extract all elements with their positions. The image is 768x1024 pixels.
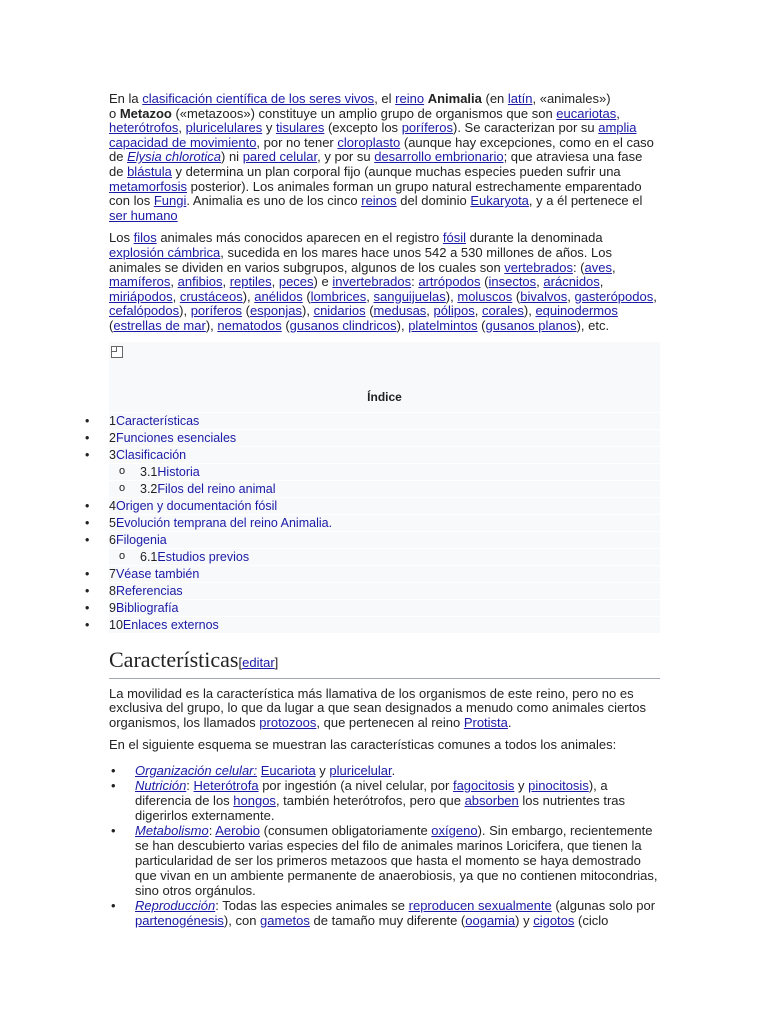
link-fungi[interactable]: Fungi — [153, 193, 187, 209]
toc-item-link[interactable]: Referencias — [115, 583, 183, 598]
toc-item-link[interactable]: Filogenia — [115, 532, 167, 547]
link-gusanos-planos[interactable]: gusanos planos — [485, 317, 577, 333]
toc-item-link[interactable]: Funciones esenciales — [115, 430, 237, 445]
link-nutricion[interactable]: Nutrición — [135, 777, 187, 793]
link-hongos[interactable]: hongos — [233, 792, 276, 808]
toc-toggle-checkbox-icon[interactable] — [111, 346, 123, 358]
link-pinocitosis[interactable]: pinocitosis — [528, 777, 589, 793]
link-poriferos[interactable]: poríferos — [401, 120, 453, 136]
link-oogamia[interactable]: oogamia — [465, 912, 516, 928]
link-heterotrofa[interactable]: Heterótrofa — [193, 777, 259, 793]
link-miriapodos[interactable]: miriápodos — [109, 288, 173, 304]
link-eucariotas[interactable]: eucariotas — [556, 105, 617, 121]
link-eucariota[interactable]: Eucariota — [260, 762, 316, 778]
link-crustaceos[interactable]: crustáceos — [179, 288, 243, 304]
list-item-nutricion: • Nutrición: Heterótrofa por ingestión (a nivel celular, por fagocitosis y pinocitosis), a diferencia de los hongos, también heterótrofos, pero que absorben los nutrientes tras digerirlos externamente. — [135, 778, 660, 823]
link-protista[interactable]: Protista — [463, 714, 508, 730]
link-filos[interactable]: filos — [133, 230, 157, 246]
toc-item-link[interactable]: Filos del reino animal — [157, 481, 276, 496]
link-reino[interactable]: reino — [395, 91, 425, 106]
link-polipos[interactable]: pólipos — [433, 303, 475, 319]
link-amplia-capacidad[interactable]: amplia capacidad de movimiento — [109, 120, 637, 150]
toc-item-number: 8 — [109, 583, 116, 598]
link-poriferos-2[interactable]: poríferos — [190, 303, 242, 319]
link-estrellas-de-mar[interactable]: estrellas de mar — [113, 317, 206, 333]
toc-item-number: 7 — [109, 566, 116, 581]
link-organizacion-celular[interactable]: Organización celular: — [135, 762, 258, 778]
link-oxigeno[interactable]: oxígeno — [431, 822, 478, 838]
link-explosion-cambrica[interactable]: explosión cámbrica — [109, 244, 221, 260]
toc-item[interactable] — [109, 497, 660, 514]
toc-header — [109, 342, 660, 390]
list-item-metabolismo: • Metabolismo: Aerobio (consumen obligatoriamente oxígeno). Sin embargo, recientemente se han descubierto varias especies del filo de animales marinos Loricifera, que tienen la particularidad de ser los primeros metazoos que hasta el momento se haya demostrado que vivan en un ambiente permanente de anaerobiosis, ya que no contienen mitocondrias, sino otros orgánulos. — [135, 823, 660, 898]
link-elysia-chlorotica[interactable]: Elysia chlorotica — [127, 149, 222, 165]
list-item-reproduccion: • Reproducción: Todas las especies animales se reproducen sexualmente (algunas solo por partenogénesis), con gametos de tamaño muy diferente (oogamia) y cigotos (ciclo — [135, 898, 660, 928]
toc-item[interactable] — [109, 531, 660, 548]
link-anelidos[interactable]: anélidos — [254, 288, 303, 304]
link-cefalopodos[interactable]: cefalópodos — [109, 303, 180, 319]
phyla-paragraph: Los filos animales más conocidos aparecen en el registro fósil durante la denominada explosión cámbrica, sucedida en los mares hace unos 542 a 530 millones de años. Los animales se dividen en varios subgrupos, algunos de los cuales son vertebrados: (aves, mamíferos, anfibios, reptiles, peces) e invertebrados: artrópodos (insectos, arácnidos, miriápodos, crustáceos), anélidos (lombrices, sanguijuelas), moluscos (bivalvos, gasterópodos, cefalópodos), poríferos (esponjas), cnidarios (medusas, pólipos, corales), equinodermos (estrellas de mar), nematodos (gusanos clindricos), platelmintos (gusanos planos), etc. — [109, 230, 657, 333]
link-insectos[interactable]: insectos — [488, 274, 537, 290]
toc-item-number: 3 — [109, 447, 116, 462]
link-pluricelular[interactable]: pluricelular — [329, 762, 392, 778]
toc-item-link[interactable]: Estudios previos — [157, 549, 250, 564]
link-artropodos[interactable]: artrópodos — [418, 274, 481, 290]
link-fagocitosis[interactable]: fagocitosis — [452, 777, 515, 793]
term-animalia: Animalia — [427, 91, 482, 106]
link-gasteropodos[interactable]: gasterópodos — [574, 288, 654, 304]
toc-item[interactable] — [109, 616, 660, 633]
toc-item[interactable] — [109, 582, 660, 599]
link-ser-humano[interactable]: ser humano — [109, 207, 178, 223]
link-lombrices[interactable]: lombrices — [310, 288, 367, 304]
toc-item-link[interactable]: Características — [115, 413, 200, 428]
link-latin[interactable]: latín — [507, 91, 533, 106]
link-aves[interactable]: aves — [584, 259, 612, 275]
link-reptiles[interactable]: reptiles — [229, 274, 272, 290]
toc-item-number: 9 — [109, 600, 116, 615]
toc-item[interactable] — [109, 480, 660, 497]
link-protozoos[interactable]: protozoos — [259, 714, 317, 730]
toc-item-number: 2 — [109, 430, 116, 445]
toc-item[interactable] — [109, 412, 660, 429]
toc-item-link[interactable]: Clasificación — [115, 447, 187, 462]
toc-item[interactable] — [109, 429, 660, 446]
edit-section-link[interactable]: editar — [242, 654, 275, 670]
link-partenogenesis[interactable]: partenogénesis — [135, 912, 224, 928]
toc-item-link[interactable]: Enlaces externos — [122, 617, 219, 632]
toc-item[interactable] — [109, 463, 660, 480]
link-fosil[interactable]: fósil — [442, 230, 466, 246]
toc-item-number: 3.2 — [140, 481, 158, 496]
link-invertebrados[interactable]: invertebrados — [332, 274, 412, 290]
link-gametos[interactable]: gametos — [260, 912, 310, 928]
link-blastula[interactable]: blástula — [127, 163, 172, 179]
link-corales[interactable]: corales — [481, 303, 524, 319]
toc-list — [109, 412, 660, 633]
link-eukaryota[interactable]: Eukaryota — [470, 193, 529, 209]
link-metamorfosis[interactable]: metamorfosis — [109, 178, 188, 194]
toc-title: Índice — [367, 389, 402, 404]
toc-item-number: 6 — [109, 532, 116, 547]
term-metazoo: Metazoo — [119, 105, 172, 121]
link-heterotrofos[interactable]: heterótrofos — [109, 120, 179, 136]
link-vertebrados[interactable]: vertebrados — [504, 259, 573, 275]
link-pared-celular[interactable]: pared celular — [242, 149, 318, 165]
characteristics-list — [109, 763, 660, 928]
toc-item[interactable] — [109, 514, 660, 531]
article-body — [109, 92, 660, 928]
edit-section: [editar] — [238, 654, 279, 670]
toc-item-number: 6.1 — [140, 549, 158, 564]
link-moluscos[interactable]: moluscos — [457, 288, 513, 304]
link-esponjas[interactable]: esponjas — [249, 303, 302, 319]
link-absorben[interactable]: absorben — [464, 792, 519, 808]
link-cloroplasto[interactable]: cloroplasto — [337, 134, 401, 150]
link-equinodermos[interactable]: equinodermos — [535, 303, 618, 319]
toc-item-number: 1 — [109, 413, 116, 428]
link-bivalvos[interactable]: bivalvos — [520, 288, 568, 304]
toc-item-link[interactable]: Véase también — [115, 566, 200, 581]
toc-item-link[interactable]: Origen y documentación fósil — [115, 498, 278, 513]
intro-paragraph: En la clasificación científica de los seres vivos, el reino Animalia (en latín, «animales») o Metazoo («metazoos») constituye un amplio grupo de organismos que son eucariotas, heterótrofos, pluricelulares y tisulares (excepto los poríferos). Se caracterizan por su amplia capacidad de movimiento, por no tener cloroplasto (aunque hay excepciones, como en el caso de Elysia chlorotica) ni pared celular, y por su desarrollo embrionario; que atraviesa una fase de blástula y determina un plan corporal fijo (aunque muchas especies pueden sufrir una metamorfosis posterior). Los animales forman un grupo natural estrechamente emparentado con los Fungi. Animalia es uno de los cinco reinos del dominio Eukaryota, y a él pertenece el ser humano — [109, 91, 654, 223]
toc-item[interactable] — [109, 599, 660, 616]
link-peces[interactable]: peces — [278, 274, 314, 290]
characteristics-paragraph-1: La movilidad es la característica más llamativa de los organismos de este reino, pero no es exclusiva del grupo, lo que da lugar a que sean designados a menudo como animales ciertos organismos, los llamados protozoos, que pertenecen al reino Protista. — [109, 685, 646, 730]
table-of-contents — [109, 342, 660, 633]
link-pluricelulares[interactable]: pluricelulares — [185, 120, 263, 136]
toc-item-number: 10 — [109, 617, 123, 632]
link-reinos[interactable]: reinos — [361, 193, 397, 209]
link-nematodos[interactable]: nematodos — [217, 317, 282, 333]
link-clasificacion[interactable]: clasificación científica de los seres vivos — [142, 91, 375, 106]
link-metabolismo[interactable]: Metabolismo — [135, 822, 209, 838]
link-medusas[interactable]: medusas — [373, 303, 427, 319]
link-gusanos-clindricos[interactable]: gusanos clindricos — [289, 317, 397, 333]
link-reproducen-sexualmente[interactable]: reproducen sexualmente — [408, 897, 552, 913]
toc-item-number: 5 — [109, 515, 116, 530]
link-desarrollo-embrionario[interactable]: desarrollo embrionario — [374, 149, 504, 165]
toc-item-link[interactable]: Evolución temprana del reino Animalia. — [115, 515, 333, 530]
link-mamiferos[interactable]: mamíferos — [109, 274, 171, 290]
toc-item-number: 4 — [109, 498, 116, 513]
link-aracnidos[interactable]: arácnidos — [543, 274, 600, 290]
section-heading-caracteristicas: Características[editar] — [109, 647, 660, 679]
link-cnidarios[interactable]: cnidarios — [313, 303, 366, 319]
characteristics-paragraph-2: En el siguiente esquema se muestran las características comunes a todos los animales: — [109, 737, 617, 753]
link-anfibios[interactable]: anfibios — [177, 274, 223, 290]
toc-item[interactable] — [109, 446, 660, 463]
toc-item[interactable] — [109, 548, 660, 565]
link-sanguijuelas[interactable]: sanguijuelas — [373, 288, 446, 304]
link-platelmintos[interactable]: platelmintos — [408, 317, 478, 333]
toc-item[interactable] — [109, 565, 660, 582]
toc-item-link[interactable]: Bibliografía — [115, 600, 179, 615]
link-aerobio[interactable]: Aerobio — [215, 822, 261, 838]
toc-item-number: 3.1 — [140, 464, 158, 479]
link-reproduccion[interactable]: Reproducción — [135, 897, 216, 913]
link-cigotos[interactable]: cigotos — [533, 912, 575, 928]
link-tisulares[interactable]: tisulares — [275, 120, 325, 136]
toc-item-link[interactable]: Historia — [157, 464, 200, 479]
list-item-organizacion: • Organización celular: Eucariota y pluricelular. — [135, 763, 660, 778]
